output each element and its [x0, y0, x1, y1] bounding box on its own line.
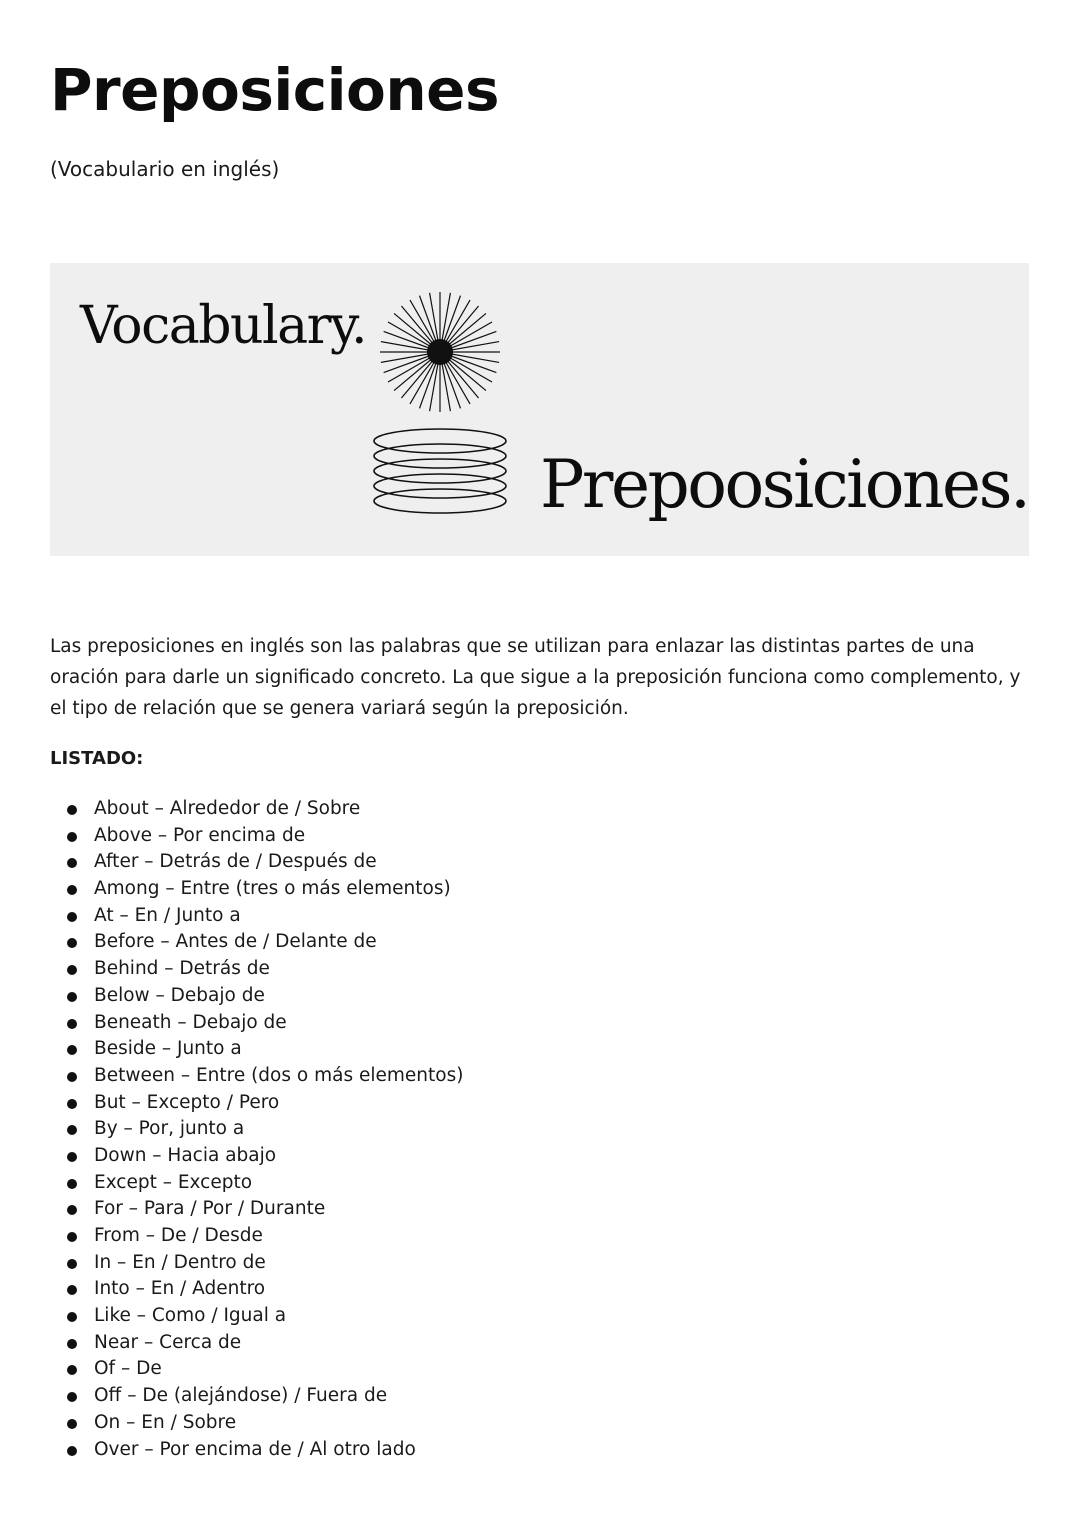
list-item-text: Except – Excepto	[94, 1171, 253, 1193]
list-item	[50, 1196, 463, 1223]
starburst-icon	[380, 292, 500, 412]
list-item	[50, 1437, 463, 1464]
vocabulary-banner	[50, 263, 1029, 556]
bullet-icon	[67, 1179, 77, 1189]
list-item	[50, 796, 463, 823]
bullet-icon	[67, 1259, 77, 1269]
list-item	[50, 903, 463, 930]
bullet-icon	[67, 912, 77, 922]
bullet-icon	[67, 1446, 77, 1456]
list-item	[50, 1250, 463, 1277]
list-item-text: Below – Debajo de	[94, 984, 265, 1006]
bullet-icon	[67, 965, 77, 975]
list-item-text: Off – De (alejándose) / Fuera de	[94, 1385, 388, 1407]
list-item-text: For – Para / Por / Durante	[94, 1198, 326, 1220]
list-item	[50, 1276, 463, 1303]
list-item	[50, 823, 463, 850]
list-item	[50, 876, 463, 903]
bullet-icon	[67, 1125, 77, 1135]
list-item-text: Between – Entre (dos o más elementos)	[94, 1064, 464, 1086]
bullet-icon	[67, 1152, 77, 1162]
banner-word-vocabulary: Vocabulary.	[80, 296, 366, 356]
list-item-text: Before – Antes de / Delante de	[94, 931, 377, 953]
list-item-text: But – Excepto / Pero	[94, 1091, 280, 1113]
list-item-text: In – En / Dentro de	[94, 1251, 266, 1273]
bullet-icon	[67, 1312, 77, 1322]
list-item-text: On – En / Sobre	[94, 1411, 237, 1433]
list-item	[50, 1303, 463, 1330]
list-item	[50, 849, 463, 876]
list-item-text: After – Detrás de / Después de	[94, 851, 377, 873]
bullet-icon	[67, 1339, 77, 1349]
list-item-text: Among – Entre (tres o más elementos)	[94, 878, 451, 900]
list-item-text: About – Alrededor de / Sobre	[94, 798, 361, 819]
list-item	[50, 1063, 463, 1090]
bullet-icon	[67, 805, 77, 815]
banner-word-preposiciones: Prepoosiciones.	[540, 446, 1029, 523]
bullet-icon	[67, 858, 77, 868]
list-item-text: From – De / Desde	[94, 1225, 263, 1246]
list-item	[50, 1170, 463, 1197]
bullet-icon	[67, 1019, 77, 1029]
list-item-text: Like – Como / Igual a	[94, 1305, 287, 1327]
list-item	[50, 1383, 463, 1410]
list-item	[50, 1330, 463, 1357]
bullet-icon	[67, 1072, 77, 1082]
list-item	[50, 1223, 463, 1250]
list-item-text: Of – De	[94, 1358, 162, 1380]
bullet-icon	[67, 1285, 77, 1295]
list-item-text: Beneath – Debajo de	[94, 1011, 287, 1033]
list-item-text: Above – Por encima de	[94, 824, 306, 846]
list-item	[50, 1143, 463, 1170]
page-subtitle: (Vocabulario en inglés)	[50, 157, 280, 181]
bullet-icon	[67, 1099, 77, 1109]
bullet-icon	[67, 992, 77, 1002]
bullet-icon	[67, 1205, 77, 1215]
list-item	[50, 956, 463, 983]
list-item-text: Beside – Junto a	[94, 1038, 242, 1060]
list-item-text: Over – Por encima de / Al otro lado	[94, 1438, 416, 1460]
list-item	[50, 1036, 463, 1063]
list-item	[50, 929, 463, 956]
list-item	[50, 1410, 463, 1437]
bullet-icon	[67, 1045, 77, 1055]
list-item-text: Down – Hacia abajo	[94, 1144, 277, 1166]
list-item-text: At – En / Junto a	[94, 904, 241, 926]
list-item-text: Behind – Detrás de	[94, 958, 270, 980]
bullet-icon	[67, 1392, 77, 1402]
bullet-icon	[67, 1419, 77, 1429]
page-title: Preposiciones	[50, 56, 499, 124]
bullet-icon	[67, 938, 77, 948]
stacked-rings-icon	[374, 429, 506, 513]
bullet-icon	[67, 885, 77, 895]
preposition-list	[50, 796, 463, 1463]
intro-paragraph: Las preposiciones en inglés son las palabras que se utilizan para enlazar las distintas partes de una oración para darle un significado concreto. La que sigue a la preposición funciona como complemento, y el tipo de relación que se genera variará según la preposición.	[50, 636, 1021, 719]
list-item-text: By – Por, junto a	[94, 1118, 245, 1140]
list-item	[50, 1356, 463, 1383]
list-heading: LISTADO:	[50, 748, 144, 769]
list-item-text: Into – En / Adentro	[94, 1278, 266, 1300]
list-item	[50, 1090, 463, 1117]
bullet-icon	[67, 1365, 77, 1375]
list-item	[50, 1010, 463, 1037]
bullet-icon	[67, 1232, 77, 1242]
list-item	[50, 1116, 463, 1143]
list-item-text: Near – Cerca de	[94, 1331, 242, 1353]
bullet-icon	[67, 832, 77, 842]
list-item	[50, 983, 463, 1010]
